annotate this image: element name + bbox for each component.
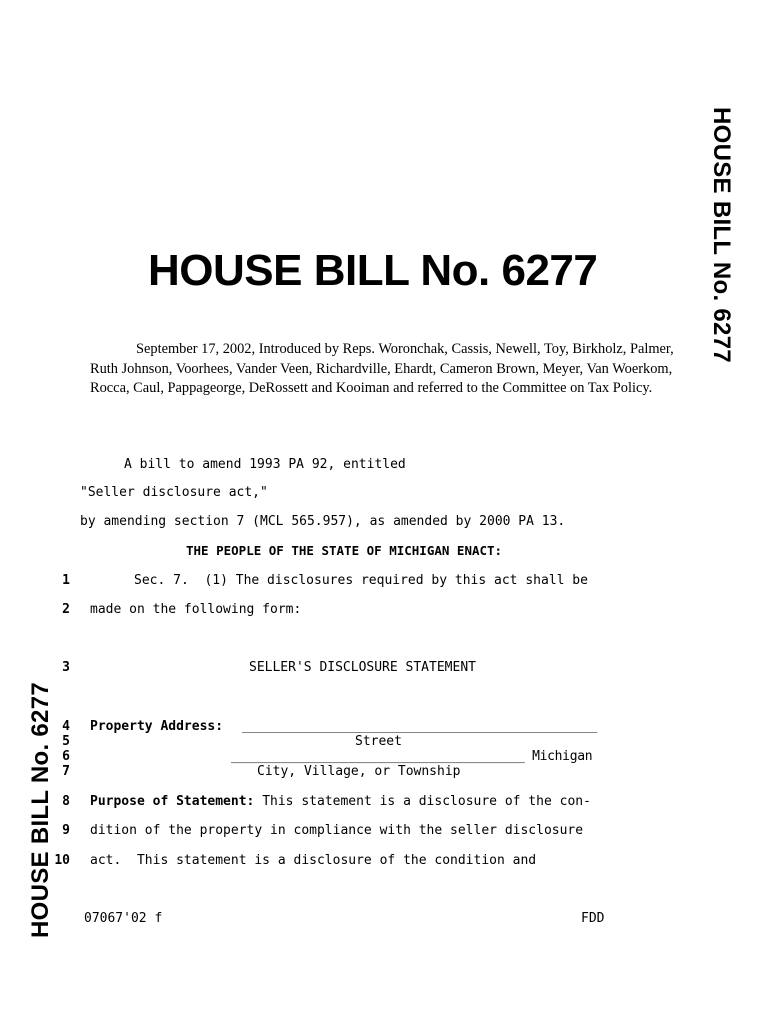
property-address-blank: ____________________________________________________ [242, 719, 597, 733]
line-text-10: act. This statement is a disclosure of the condition and [90, 853, 537, 868]
line-number-4: 4 [62, 719, 70, 734]
preamble-line-1: A bill to amend 1993 PA 92, entitled [124, 457, 406, 472]
purpose-label: Purpose of Statement: [90, 794, 255, 809]
line-number-3: 3 [62, 660, 70, 675]
line-number-2: 2 [62, 602, 70, 617]
page-title: HOUSE BILL No. 6277 [148, 246, 598, 295]
purpose-text: This statement is a disclosure of the con- [254, 794, 591, 809]
line-number-6: 6 [62, 749, 70, 764]
line-number-8: 8 [62, 794, 70, 809]
line-text-1: Sec. 7. (1) The disclosures required by this act shall be [134, 573, 588, 588]
line-number-7: 7 [62, 764, 70, 779]
line-text-8 [90, 794, 591, 809]
street-caption: Street [355, 734, 402, 749]
city-caption: City, Village, or Township [257, 764, 461, 779]
preamble-line-2: "Seller disclosure act," [80, 485, 268, 500]
footer-document-code: 07067'02 f [84, 911, 163, 926]
line-text-2: made on the following form: [90, 602, 302, 617]
intro-paragraph: September 17, 2002, Introduced by Reps. Woronchak, Cassis, Newell, Toy, Birkholz, Palmer, Ruth Johnson, Voorhees, Vander Veen, Richardville, Ehardt, Cameron Brown, Meyer, Van Woerkom, Rocca, Caul, Pappageorge, DeRossett and Kooiman and referred to the Committee on Tax Policy. [90, 341, 674, 396]
preamble-line-3: by amending section 7 (MCL 565.957), as amended by 2000 PA 13. [80, 514, 566, 529]
line-number-10: 10 [54, 853, 70, 868]
line-number-5: 5 [62, 734, 70, 749]
line-number-1: 1 [62, 573, 70, 588]
form-heading: SELLER'S DISCLOSURE STATEMENT [249, 660, 476, 675]
line-number-9: 9 [62, 823, 70, 838]
property-address-label: Property Address: [90, 719, 224, 734]
side-title-right: HOUSE BILL No. 6277 [708, 107, 735, 363]
side-title-left: HOUSE BILL No. 6277 [27, 682, 54, 938]
enacting-clause: THE PEOPLE OF THE STATE OF MICHIGAN ENACT: [186, 543, 503, 558]
city-blank-line: _______________________________________ Michigan [231, 749, 593, 764]
footer-initials: FDD [581, 911, 605, 926]
line-text-9: dition of the property in compliance with the seller disclosure [90, 823, 584, 838]
